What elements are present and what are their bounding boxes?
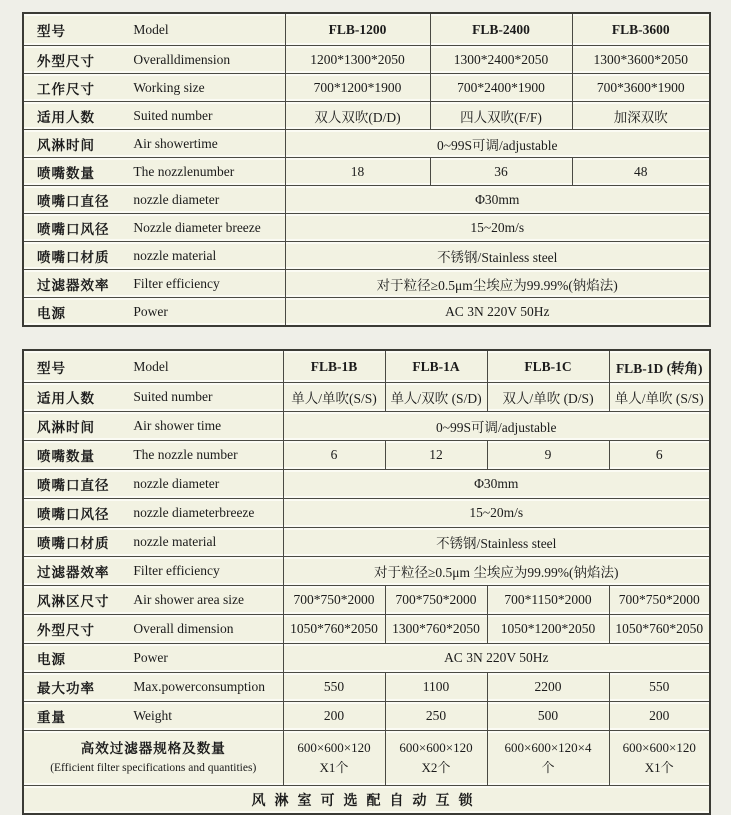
cell: 700*1150*2000: [487, 586, 609, 615]
label-cn: 最大功率: [37, 681, 95, 696]
label-cn: 适用人数: [37, 109, 95, 125]
spec-sheet-page: [0, 12, 731, 809]
row-label: [23, 186, 285, 214]
row-label: [23, 74, 285, 102]
label-en: Max.powerconsumption: [133, 679, 265, 694]
cell-span: AC 3N 220V 50Hz: [285, 298, 710, 327]
cell-filter-spec: [283, 731, 385, 786]
label-en: Power: [133, 303, 168, 319]
label-cn: 电源: [37, 305, 66, 321]
cell-span: AC 3N 220V 50Hz: [283, 644, 710, 673]
table-row-suited-number: [23, 383, 710, 412]
label-cn: 喷嘴口直径: [37, 193, 110, 209]
label-en: nozzle diameter: [133, 191, 220, 207]
label-en: Air shower area size: [133, 592, 244, 607]
cell: 700*750*2000: [283, 586, 385, 615]
label-cn: 喷嘴数量: [37, 165, 95, 181]
table-row-filter-efficiency: [23, 270, 710, 298]
row-label: [23, 102, 285, 130]
filter-qty: X1个: [319, 760, 349, 775]
cell: 36: [430, 158, 572, 186]
label-en: The nozzlenumber: [133, 163, 235, 179]
table-row-filter-efficiency: [23, 557, 710, 586]
label-cn: 高效过滤器规格及数量: [80, 741, 226, 757]
cell: 200: [609, 702, 710, 731]
table-row-nozzle-breeze: [23, 214, 710, 242]
row-label: [23, 586, 283, 615]
row-label: [23, 499, 283, 528]
label-en: Working size: [133, 79, 205, 95]
row-label: [23, 412, 283, 441]
cell: 6: [283, 441, 385, 470]
label-cn: 喷嘴口材质: [37, 249, 110, 265]
cell: 单人/单吹 (S/S): [609, 383, 710, 412]
row-label: [23, 130, 285, 158]
row-label: [23, 383, 283, 412]
table-row-power: [23, 298, 710, 327]
label-cn: 工作尺寸: [37, 81, 95, 97]
row-label: [23, 673, 283, 702]
filter-size: 600×600×120×4: [504, 739, 592, 755]
label-cn: 喷嘴口直径: [37, 478, 110, 493]
table-row-air-shower-time: [23, 130, 710, 158]
cell: 550: [609, 673, 710, 702]
cell: 1300*3600*2050: [572, 46, 710, 74]
label-en: The nozzle number: [133, 447, 238, 462]
row-label: [23, 298, 285, 327]
cell-span: 15~20m/s: [285, 214, 710, 242]
label-en: nozzle diameterbreeze: [133, 505, 255, 520]
label-cn: 适用人数: [37, 391, 95, 406]
model-flb-1d: FLB-1D (转角): [609, 350, 710, 383]
cell-span: 不锈钢/Stainless steel: [283, 528, 710, 557]
label-cn: 型号: [37, 23, 66, 39]
cell: 700*3600*1900: [572, 74, 710, 102]
label-cn: 过滤器效率: [37, 565, 110, 580]
cell: 1200*1300*2050: [285, 46, 430, 74]
label-en: Suited number: [133, 107, 213, 123]
row-label: [23, 242, 285, 270]
cell: 6: [609, 441, 710, 470]
label-cn: 喷嘴口材质: [37, 536, 110, 551]
label-cn: 风淋时间: [37, 137, 95, 153]
label-en: nozzle diameter: [133, 476, 220, 491]
label-cn: 过滤器效率: [37, 277, 110, 293]
label-cn: 喷嘴口风径: [37, 221, 110, 237]
row-label: [23, 214, 285, 242]
table-row-power: [23, 644, 710, 673]
table-row-nozzle-breeze: [23, 499, 710, 528]
cell: 加深双吹: [572, 102, 710, 130]
cell: 四人双吹(F/F): [430, 102, 572, 130]
spec-table-flb-small: [22, 349, 711, 815]
filter-size: 600×600×120: [399, 739, 473, 755]
table-row-nozzle-material: [23, 528, 710, 557]
cell: 1100: [385, 673, 487, 702]
table-row-air-shower-time: [23, 412, 710, 441]
model-flb-2400: FLB-2400: [430, 13, 572, 46]
filter-size: 600×600×120: [622, 739, 696, 755]
cell-span: 0~99S可调/adjustable: [283, 412, 710, 441]
cell: 200: [283, 702, 385, 731]
cell: 700*750*2000: [609, 586, 710, 615]
label-cn: 风淋区尺寸: [37, 594, 110, 609]
spec-table-flb-large: [22, 12, 711, 327]
model-flb-1a: FLB-1A: [385, 350, 487, 383]
label-en: nozzle material: [133, 534, 217, 549]
cell: 1050*760*2050: [283, 615, 385, 644]
cell-span: 对于粒径≥0.5μm 尘埃应为99.99%(钠焰法): [283, 557, 710, 586]
row-label: [23, 270, 285, 298]
label-en: Nozzle diameter breeze: [133, 219, 261, 235]
label-en: Weight: [133, 708, 173, 723]
filter-qty: X2个: [421, 760, 451, 775]
cell-span: 15~20m/s: [283, 499, 710, 528]
label-en: Overall dimension: [133, 621, 234, 636]
cell-filter-spec: [487, 731, 609, 786]
label-cn: 风淋时间: [37, 420, 95, 435]
cell: 700*2400*1900: [430, 74, 572, 102]
cell-span: Φ30mm: [285, 186, 710, 214]
label-cn: 喷嘴口风径: [37, 507, 110, 522]
table-row-overall-dimension: [23, 46, 710, 74]
label-en: Model: [133, 358, 169, 374]
footer-note: 风淋室可选配自动互锁: [23, 786, 710, 815]
cell: 1300*2400*2050: [430, 46, 572, 74]
model-flb-1b: FLB-1B: [283, 350, 385, 383]
cell: 2200: [487, 673, 609, 702]
table-row-footer-note: [23, 786, 710, 815]
model-flb-1c: FLB-1C: [487, 350, 609, 383]
label-cn: 电源: [37, 652, 66, 667]
cell: 700*1200*1900: [285, 74, 430, 102]
row-label: [23, 470, 283, 499]
label-en: Filter efficiency: [133, 275, 220, 291]
label-en: Power: [133, 650, 168, 665]
cell: 双人/单吹 (D/S): [487, 383, 609, 412]
cell: 9: [487, 441, 609, 470]
row-label-filter-spec: [23, 731, 283, 786]
table-row-max-power: [23, 673, 710, 702]
row-label: [23, 528, 283, 557]
row-label: [23, 557, 283, 586]
cell-span: 不锈钢/Stainless steel: [285, 242, 710, 270]
cell: 1050*1200*2050: [487, 615, 609, 644]
table-row-nozzle-number: [23, 158, 710, 186]
model-flb-1200: FLB-1200: [285, 13, 430, 46]
label-en: (Efficient filter specifications and quantities): [50, 761, 257, 774]
cell: 单人/双吹 (S/D): [385, 383, 487, 412]
row-label: [23, 615, 283, 644]
cell-span: 对于粒径≥0.5μm尘埃应为99.99%(钠焰法): [285, 270, 710, 298]
label-cn: 外型尺寸: [37, 53, 95, 69]
table-row-nozzle-diameter: [23, 186, 710, 214]
table-row-model: [23, 350, 710, 383]
label-en: Air shower time: [133, 418, 222, 433]
label-cn: 外型尺寸: [37, 623, 95, 638]
cell-span: 0~99S可调/adjustable: [285, 130, 710, 158]
table-row-model: [23, 13, 710, 46]
label-cn: 型号: [37, 360, 66, 376]
filter-size: 600×600×120: [297, 739, 371, 755]
table-row-weight: [23, 702, 710, 731]
table-row-nozzle-material: [23, 242, 710, 270]
filter-qty: 个: [541, 760, 555, 775]
cell-span: Φ30mm: [283, 470, 710, 499]
model-flb-3600: FLB-3600: [572, 13, 710, 46]
row-label: [23, 46, 285, 74]
row-label: [23, 441, 283, 470]
label-cn: 喷嘴数量: [37, 449, 95, 464]
label-en: Overalldimension: [133, 51, 231, 67]
cell-filter-spec: [385, 731, 487, 786]
row-label: [23, 158, 285, 186]
label-en: nozzle material: [133, 247, 217, 263]
table-row-nozzle-diameter: [23, 470, 710, 499]
cell-filter-spec: [609, 731, 710, 786]
label-en: Suited number: [133, 389, 213, 404]
cell: 700*750*2000: [385, 586, 487, 615]
cell: 550: [283, 673, 385, 702]
filter-qty: X1个: [644, 760, 674, 775]
row-label-model: [23, 350, 283, 383]
label-en: Model: [133, 21, 169, 37]
table-row-suited-number: [23, 102, 710, 130]
cell: 48: [572, 158, 710, 186]
cell: 1050*760*2050: [609, 615, 710, 644]
label-en: Air showertime: [133, 135, 218, 151]
table-row-air-shower-area-size: [23, 586, 710, 615]
cell: 18: [285, 158, 430, 186]
table-row-hepa-filter-spec: [23, 731, 710, 786]
cell: 双人双吹(D/D): [285, 102, 430, 130]
table-row-working-size: [23, 74, 710, 102]
label-en: Filter efficiency: [133, 563, 220, 578]
cell: 250: [385, 702, 487, 731]
cell: 500: [487, 702, 609, 731]
table-row-overall-dimension: [23, 615, 710, 644]
row-label-model: [23, 13, 285, 46]
row-label: [23, 702, 283, 731]
cell: 单人/单吹(S/S): [283, 383, 385, 412]
label-cn: 重量: [37, 710, 66, 725]
cell: 12: [385, 441, 487, 470]
cell: 1300*760*2050: [385, 615, 487, 644]
table-row-nozzle-number: [23, 441, 710, 470]
row-label: [23, 644, 283, 673]
